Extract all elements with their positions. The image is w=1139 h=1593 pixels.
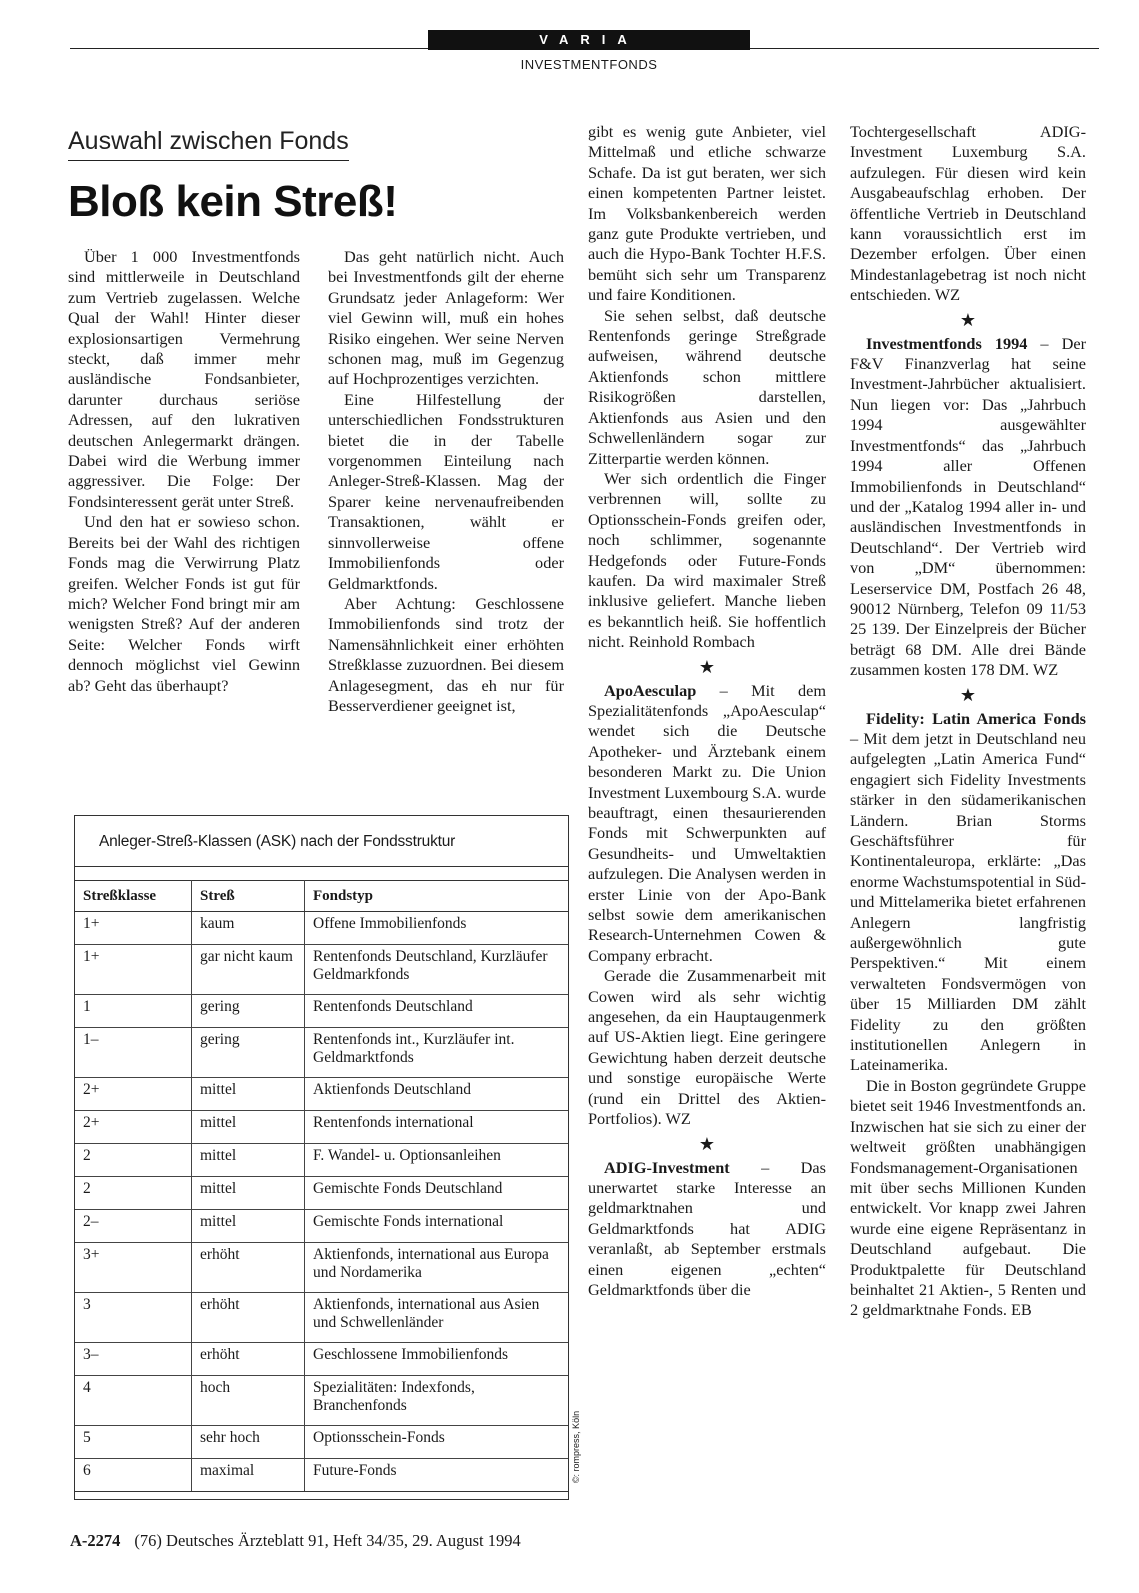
stress-class-cell: 2– [75,1210,192,1243]
column-header: Fondstyp [305,881,569,912]
news-text: Gerade die Zusammenarbeit mit Cowen wird als sehr wichtig angesehen, da ein Hauptaugenmerk auf US-Aktien liegt. Eine geringere Gewichtung haben derzeit deutsche und sonstige europäische Werte (rund ein Drittel des Aktien-Portfolios). [588,966,826,1129]
news-heading: ApoAesculap [604,680,697,700]
fund-type-cell: Spezialitäten: Indexfonds, Branchenfonds [305,1376,569,1426]
paragraph: Sie sehen selbst, daß deutsche Rentenfonds geringe Streßgrade aufweisen, während deutsche Aktienfonds schon mittlere Risikogrößen darstellen, Aktienfonds aus Asien und den Schwellenländern sogar zur Zitterpartie werden können. [588,305,826,468]
stress-class-cell: 3 [75,1293,192,1343]
table-row [75,1293,568,1343]
table-header-row [75,881,568,912]
star-divider-icon: ★ [698,656,716,677]
stress-class-cell: 1 [75,995,192,1028]
news-text: – Mit dem Spezialitätenfonds „ApoAesculap“ wendet sich die Deutsche Apotheker- und Ärztebank einem besonderen Markt zu. Die Union Investment Luxembourg S.A. wurde beauftragt, einen thesaurierenden Fonds mit Schwerpunkten auf Gesundheits- und Umweltaktien aufzulegen. Die Analysen werden in erster Linie von der Apo-Bank selbst sowie dem amerikanischen Research-Unternehmen Cowen & Company erbracht. [588,680,827,965]
table-title: Anleger-Streß-Klassen (ASK) nach der Fondsstruktur [75,816,568,867]
stress-class-cell: 1+ [75,945,192,995]
stress-level-cell: maximal [192,1459,305,1492]
stress-class-cell: 3– [75,1343,192,1376]
fund-type-cell: Rentenfonds Deutschland, Kurzläufer Geldmarkfonds [305,945,569,995]
table-row [75,1210,568,1243]
stress-class-cell: 2+ [75,1111,192,1144]
paragraph [850,122,1086,306]
news-text: – Der F&V Finanzverlag hat seine Investment-Jahrbücher aktualisiert. Nun liegen vor: Das „Jahrbuch 1994 ausgewählter Investmentfonds“ das „Jahrbuch 1994 aller Offenen Immobilienfonds in Deutschland“ und der „Katalog 1994 aller in- und ausländischen Investmentfonds in Deutschland“. Der Vertrieb wird von „DM“ übernommen: Leserservice DM, Postfach 26 48, 90012 Nürnberg, Telefon 09 11/53 25 139. Der Einzelpreis der Bücher beträgt 68 DM. Alle drei Bände zusammen kosten 178 DM. [850,333,1086,680]
fund-type-cell: Aktienfonds, international aus Asien und Schwellenländer [305,1293,569,1343]
paragraph [588,469,826,653]
fund-type-cell: Aktienfonds Deutschland [305,1078,569,1111]
news-apoaesculap [588,681,826,967]
article-headline: Bloß kein Streß! [68,177,398,226]
news-text: – Das unerwartet starke Interesse an geldmarktnahen und Geldmarktfonds hat ADIG veranlaßt, ab September erstmals einen eigenen „echten“ Geldmarktfonds über die [588,1157,826,1299]
fund-type-cell: F. Wandel- u. Optionsanleihen [305,1144,569,1177]
stress-class-cell: 2 [75,1144,192,1177]
photo-credit [566,1400,580,1500]
table-row [75,1426,568,1459]
stress-class-cell: 5 [75,1426,192,1459]
subsection-label: INVESTMENTFONDS [520,57,658,72]
stress-level-cell: erhöht [192,1293,305,1343]
author-initials: EB [1010,1300,1032,1320]
author-initials: WZ [1032,660,1059,680]
article-column-3 [588,122,826,1300]
fund-type-cell: Geschlossene Immobilienfonds [305,1343,569,1376]
news-heading: ADIG-Investment [604,1157,730,1177]
stress-level-cell: gering [192,1028,305,1078]
table-row [75,912,568,945]
star-divider-icon: ★ [959,684,977,705]
table-row [75,1459,568,1492]
news-adig [588,1158,826,1301]
star-divider-icon: ★ [959,309,977,330]
footer-citation: (76) Deutsches Ärzteblatt 91, Heft 34/35, 29. August 1994 [134,1531,521,1550]
section-label: VARIA [428,30,750,50]
table-row [75,1376,568,1426]
star-divider-icon: ★ [698,1133,716,1154]
paragraph: Das geht natürlich nicht. Auch bei Investmentfonds gilt der eherne Grundsatz jeder Anlageform: Wer viel Gewinn will, muß ein hohes Risiko eingehen. Wer seine Nerven schonen mag, muß im Gegenzug auf Hochprozentiges verzichten. [328,247,564,389]
stress-class-cell: 4 [75,1376,192,1426]
column-header: Streßklasse [75,881,192,912]
stress-class-cell: 6 [75,1459,192,1492]
stress-level-cell: kaum [192,912,305,945]
stress-level-cell: sehr hoch [192,1426,305,1459]
table-row [75,1177,568,1210]
fund-type-cell: Future-Fonds [305,1459,569,1492]
fund-type-cell: Rentenfonds int., Kurzläufer int. Geldmarktfonds [305,1028,569,1078]
paragraph: Eine Hilfestellung der unterschiedlichen Fondsstrukturen bietet die in der Tabelle vorgenommen Einteilung nach Anleger-Streß-Klassen. Mag der Sparer keine nervenaufreibenden Transaktionen, wählt er sinnvollerweise offene Immobilienfonds oder Geldmarktfonds. [328,389,564,593]
stress-class-cell: 2 [75,1177,192,1210]
paragraph: gibt es wenig gute Anbieter, viel Mittelmaß und etliche schwarze Schafe. Da ist gut beraten, wer sich einen kompetenten Partner leistet. Im Volksbankenbereich werden ganz gute Produkte vertrieben, und auch die Hypo-Bank Tochter H.F.S. bemüht sich sehr um Transparenz und faire Konditionen. [588,122,826,305]
author-initials: WZ [665,1109,691,1129]
table-body [75,912,568,1492]
stress-level-cell: mittel [192,1078,305,1111]
stress-class-cell: 2+ [75,1078,192,1111]
stress-level-cell: hoch [192,1376,305,1426]
author-name: Reinhold Rombach [628,632,755,652]
paragraph [588,966,826,1129]
article-kicker: Auswahl zwischen Fonds [68,127,349,161]
stress-level-cell: gar nicht kaum [192,945,305,995]
fund-type-cell: Aktienfonds, international aus Europa und Nordamerika [305,1243,569,1293]
article-column-4 [850,122,1086,1321]
fund-type-cell: Gemischte Fonds Deutschland [305,1177,569,1210]
stress-class-cell: 1– [75,1028,192,1078]
page-number: A-2274 [70,1531,121,1550]
news-fidelity [850,709,1086,1076]
fund-type-cell: Offene Immobilienfonds [305,912,569,945]
fund-type-cell: Gemischte Fonds international [305,1210,569,1243]
stress-level-cell: erhöht [192,1243,305,1293]
news-text: – Mit dem jetzt in Deutschland neu aufgelegten „Latin America Fund“ engagiert sich Fidelity Investments stärker in den südamerikanischen Ländern. Brian Storms Geschäftsführer für Kontinentaleuropa, erklärte: „Das enorme Wachstumspotential in Süd- und Mittelamerika bietet erfahrenen Anlegern langfristig außergewöhnlich gute Perspektiven.“ Mit einem verwalteten Fondsvermögen von über 15 Milliarden DM zählt Fidelity zu den größten institutionellen Anlegern in Lateinamerika. [850,728,1086,1075]
paragraph: Und den hat er sowieso schon. Bereits bei der Wahl des richtigen Fonds mag die Verwirrung Platz greifen. Welcher Fonds ist gut für mich? Welcher Fond bringt mir am wenigsten Streß? Auf der anderen Seite: Welcher Fonds wirft dennoch möglichst viel Gewinn ab? Geht das überhaupt? [68,512,300,695]
author-initials: WZ [934,285,961,305]
news-heading: Fidelity: Latin America Fonds [866,708,1086,728]
column-header: Streß [192,881,305,912]
stress-class-table [75,880,568,1492]
stress-class-cell: 3+ [75,1243,192,1293]
table-row [75,1343,568,1376]
stress-level-cell: mittel [192,1210,305,1243]
article-column-2 [328,247,564,716]
stress-level-cell: gering [192,995,305,1028]
news-heading: Investmentfonds 1994 [866,333,1028,353]
stress-level-cell: mittel [192,1144,305,1177]
table-row [75,1111,568,1144]
stress-level-cell: erhöht [192,1343,305,1376]
paragraph: Aber Achtung: Geschlossene Immobilienfonds sind trotz der Namensähnlichkeit einer erhöhten Streßklasse zuzuordnen. Bei diesem Anlagesegment, das eh nur für Besserverdiener geeignet ist, [328,593,564,715]
stress-class-cell: 1+ [75,912,192,945]
paragraph-text: Wer sich ordentlich die Finger verbrennen will, sollte zu Optionsschein-Fonds greifen oder, noch schlimmer, sogenannte Hedgefonds oder Future-Fonds kaufen. Da wird maximaler Streß inklusive geliefert. Manche lieben es bekanntlich heiß. Sie hoffentlich nicht. [588,468,826,652]
page-footer [70,1531,521,1551]
stress-level-cell: mittel [192,1111,305,1144]
table-row [75,1243,568,1293]
table-row [75,1144,568,1177]
fund-type-cell: Rentenfonds international [305,1111,569,1144]
news-investmentfonds-1994 [850,334,1086,681]
stress-class-table-box [74,815,569,1500]
table-row [75,1028,568,1078]
fund-type-cell: Rentenfonds Deutschland [305,995,569,1028]
news-text: Die in Boston gegründete Gruppe bietet seit 1946 Investmentfonds an. Inzwischen hat sie sich zu einer der weltweit größten unabhängigen Fondsmanagement-Organisationen mit über sechs Millionen Kunden entwickelt. Vor knapp zwei Jahren wurde eine eigene Repräsentanz in Deutschland aufgebaut. Die Produktpalette für Deutschland beinhaltet 21 Aktien-, 5 Renten und 2 geldmarktnahe Fonds. [850,1075,1086,1320]
table-row [75,995,568,1028]
article-column-1 [68,247,300,696]
fund-type-cell: Optionsschein-Fonds [305,1426,569,1459]
paragraph [850,1076,1086,1321]
stress-level-cell: mittel [192,1177,305,1210]
paragraph: Über 1 000 Investmentfonds sind mittlerweile in Deutschland zum Vertrieb zugelassen. Welche Qual der Wahl! Hinter dieser explosionsartigen Vermehrung steckt, daß immer mehr ausländische Fondsanbieter, darunter durchaus seriöse Adressen, auf den lukrativen deutschen Anlegermarkt drängen. Dabei wird die Werbung immer aggressiver. Die Folge: Der Fondsinteressent gerät unter Streß. [68,247,300,511]
news-text: Tochtergesellschaft ADIG-Investment Luxemburg S.A. aufzulegen. Für diesen wird kein Ausgabeaufschlag erhoben. Der öffentliche Vertrieb in Deutschland kann voraussichtlich erst im Dezember erfolgen. Über einen Mindestanlagebetrag ist noch nicht entschieden. [850,122,1086,305]
table-row [75,1078,568,1111]
credit-text: ©: rompress, Köln [571,1410,581,1484]
table-row [75,945,568,995]
